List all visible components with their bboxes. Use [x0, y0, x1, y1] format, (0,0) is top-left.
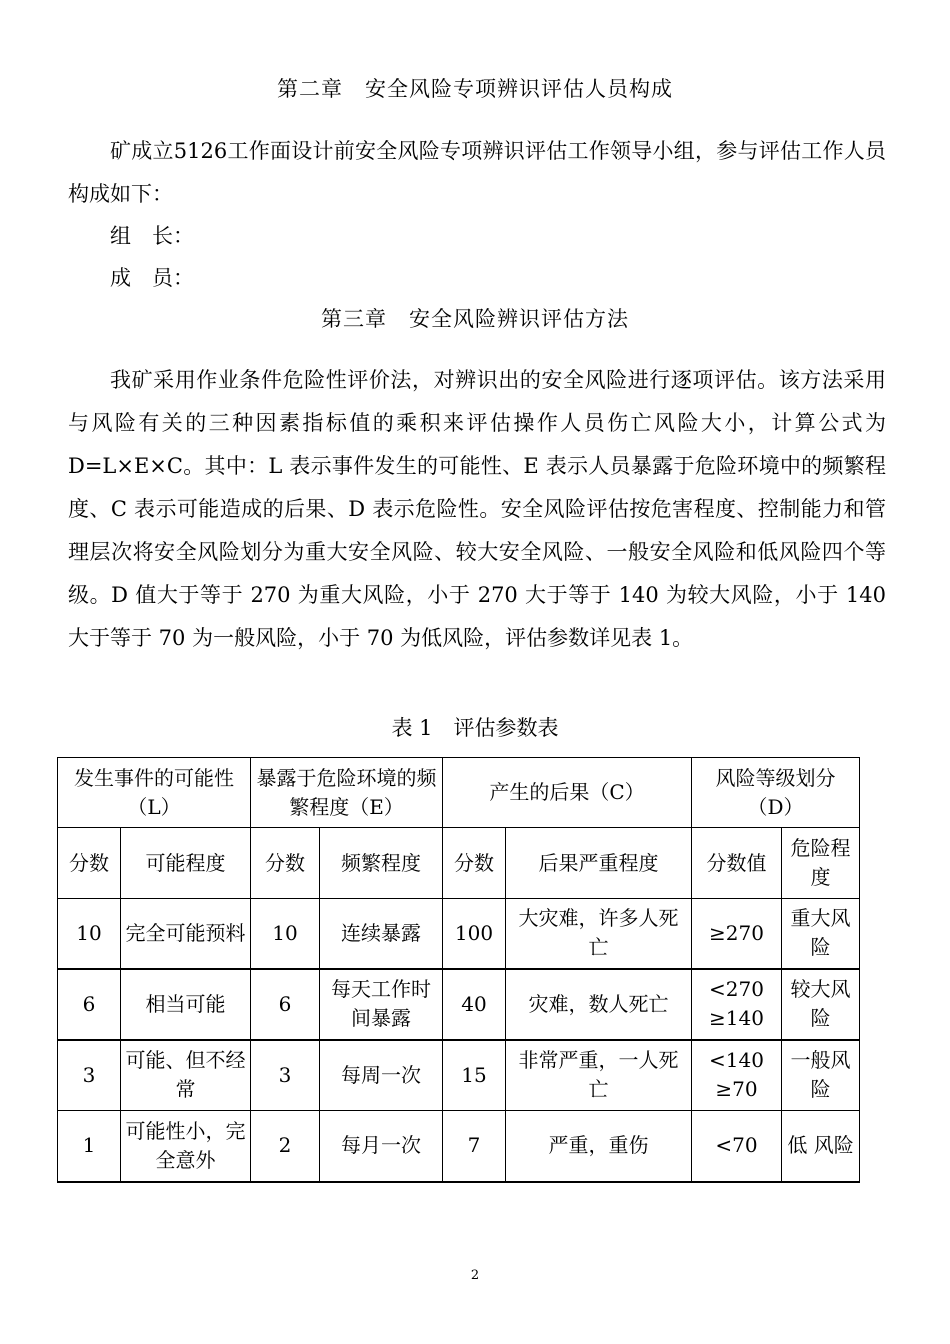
table-row — [58, 969, 860, 1040]
table-caption: 表 1 评估参数表 — [391, 716, 559, 740]
page-number: 2 — [470, 1268, 480, 1283]
chapter2-title: 第二章 安全风险专项辨识评估人员构成 — [277, 77, 673, 101]
table-cell: 低 风险 — [782, 1111, 860, 1182]
table-row — [58, 899, 860, 969]
chapter3-paragraph: 我矿采用作业条件危险性评价法，对辨识出的安全风险进行逐项评估。该方法采用与风险有关的三种因素指标值的乘积来评估操作人员伤亡风险大小，计算公式为 D=L×E×C。其中：L 表示事件发生的可能性、E 表示人员暴露于危险环境中的频繁程度、C 表示可能造成的后果、D 表示危险性。安全风险评估按危害程度、控制能力和管理层次将安全风险划分为重大安全风险、较大安全风险、一般安全风险和低风险四个等级。D 值大于等于 270 为重大风险，小于 270 大于等于 140 为较大风险，小于 140 大于等于 70 为一般风险，小于 70 为低风险，评估参数详见表 1。 — [68, 368, 886, 650]
table-cell: 2 — [251, 1111, 320, 1182]
table-cell: 较大风险 — [782, 969, 860, 1040]
table-cell: ≥270 — [692, 899, 782, 969]
table-cell: 10 — [58, 899, 121, 969]
header-risk-level: 风险等级划分（D） — [692, 758, 860, 828]
table-row — [58, 1040, 860, 1111]
table-cell: <70 — [692, 1111, 782, 1182]
table-cell: 6 — [251, 969, 320, 1040]
table-cell: 3 — [251, 1040, 320, 1111]
header-likelihood: 发生事件的可能性（L） — [58, 758, 251, 828]
table-cell: 10 — [251, 899, 320, 969]
subheader-cell: 分数 — [443, 828, 506, 899]
subheader-cell: 频繁程度 — [320, 828, 443, 899]
table-cell: <270 ≥140 — [692, 969, 782, 1040]
table-cell: 可能性小，完全意外 — [121, 1111, 251, 1182]
table-cell: 完全可能预料 — [121, 899, 251, 969]
leader-label: 组 长： — [110, 224, 194, 248]
table-cell: 1 — [58, 1111, 121, 1182]
table-cell: 15 — [443, 1040, 506, 1111]
table-cell: 可能、但不经常 — [121, 1040, 251, 1111]
table-cell: 100 — [443, 899, 506, 969]
table-cell: 非常严重，一人死亡 — [506, 1040, 692, 1111]
table-cell: 相当可能 — [121, 969, 251, 1040]
table-cell: 每周一次 — [320, 1040, 443, 1111]
table-cell: 连续暴露 — [320, 899, 443, 969]
header-exposure: 暴露于危险环境的频繁程度（E） — [251, 758, 443, 828]
table-cell: 6 — [58, 969, 121, 1040]
table-cell: 重大风险 — [782, 899, 860, 969]
table-cell: 严重，重伤 — [506, 1111, 692, 1182]
subheader-cell: 后果严重程度 — [506, 828, 692, 899]
table-cell: 40 — [443, 969, 506, 1040]
evaluation-parameter-table — [57, 757, 860, 1183]
subheader-cell: 可能程度 — [121, 828, 251, 899]
chapter3-title: 第三章 安全风险辨识评估方法 — [321, 307, 629, 331]
subheader-cell: 分数 — [58, 828, 121, 899]
subheader-cell: 危险程度 — [782, 828, 860, 899]
subheader-cell: 分数值 — [692, 828, 782, 899]
table-cell: 一般风险 — [782, 1040, 860, 1111]
table-row — [58, 1111, 860, 1182]
chapter2-paragraph: 矿成立5126工作面设计前安全风险专项辨识评估工作领导小组，参与评估工作人员构成如下： — [68, 139, 886, 206]
table-cell: 7 — [443, 1111, 506, 1182]
header-consequence: 产生的后果（C） — [443, 758, 692, 828]
table-cell: 每月一次 — [320, 1111, 443, 1182]
table-cell: <140 ≥70 — [692, 1040, 782, 1111]
subheader-cell: 分数 — [251, 828, 320, 899]
table-cell: 3 — [58, 1040, 121, 1111]
member-label: 成 员： — [110, 266, 194, 290]
table-cell: 大灾难，许多人死亡 — [506, 899, 692, 969]
table-cell: 灾难，数人死亡 — [506, 969, 692, 1040]
table-cell: 每天工作时间暴露 — [320, 969, 443, 1040]
